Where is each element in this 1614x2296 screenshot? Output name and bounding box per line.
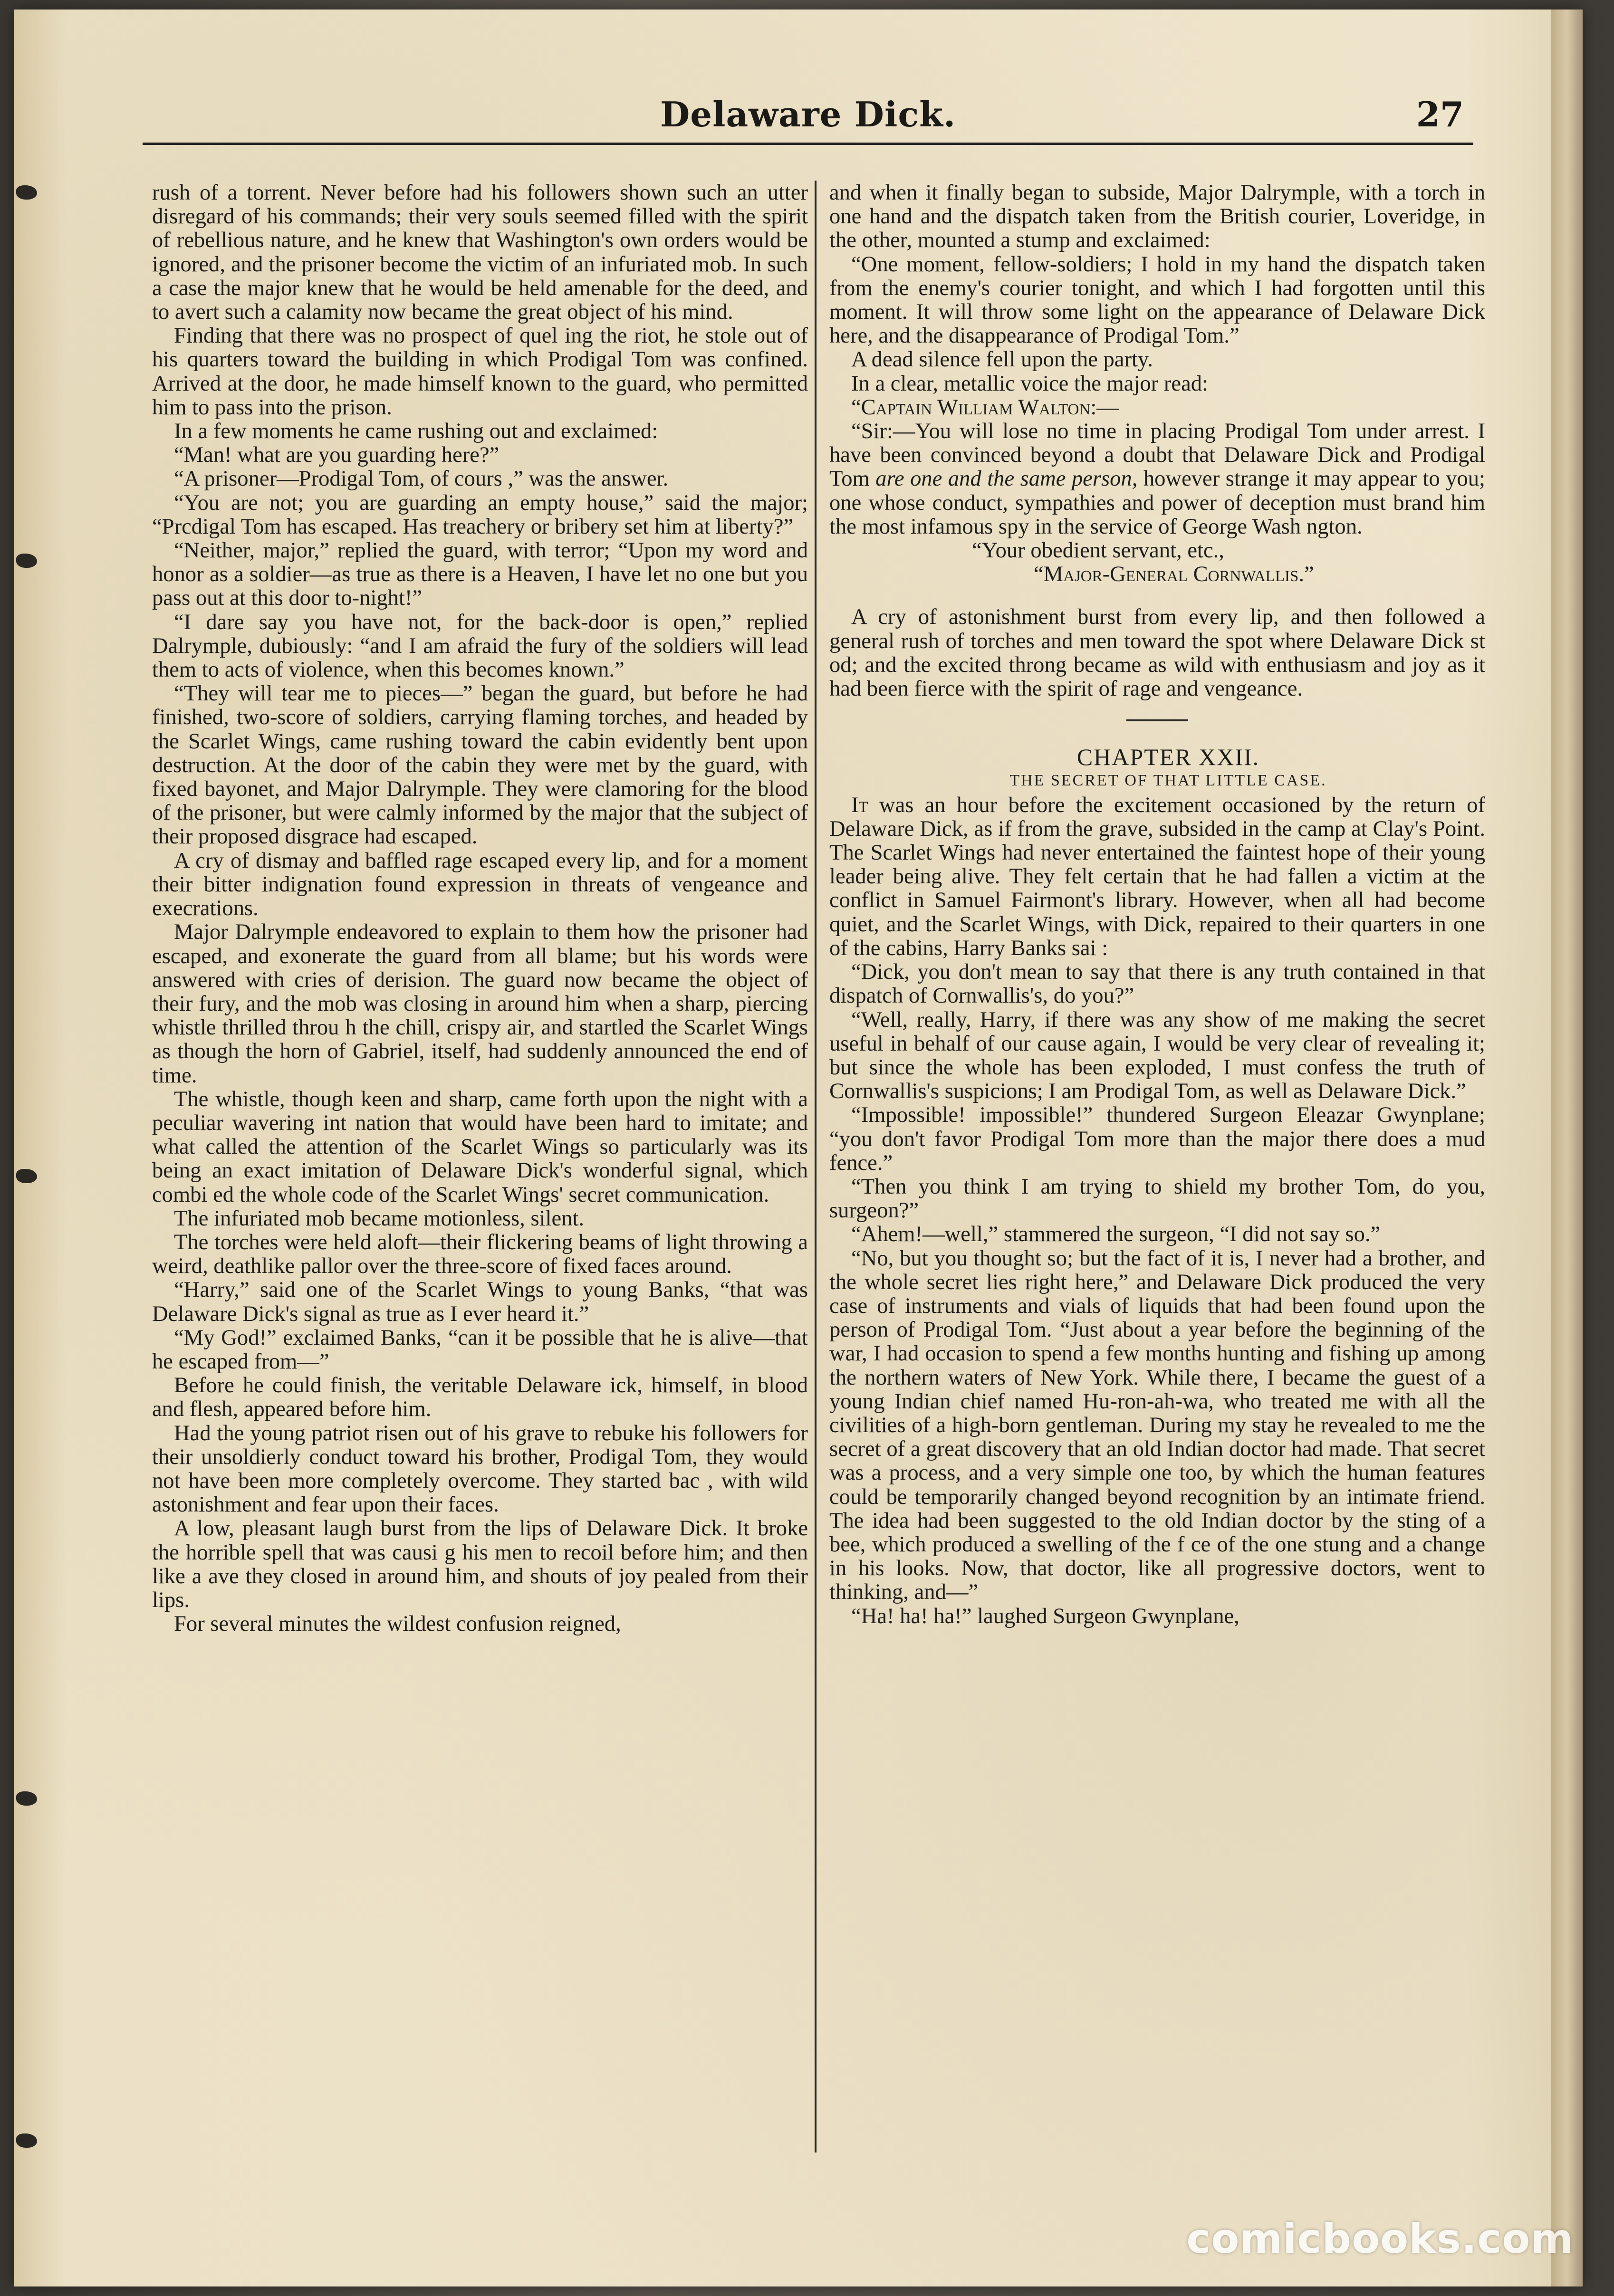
- paragraph: “Neither, major,” replied the guard, with terror; “Upon my word and honor as a soldier—as true as there is a Heaven, I have let no one but you pass out at this door to-night!”: [152, 538, 808, 611]
- paragraph: “You are not; you are guarding an empty house,” said the major; “Prcdigal Tom has escaped. Has treachery or bribery set him at liberty?”: [152, 490, 808, 539]
- paragraph: “No, but you thought so; but the fact of it is, I never had a brother, and the whole secret lies right here,” and Delaware Dick produced the very case of instruments and vials of liquids that had been found upon the person of Prodigal Tom. “Just about a year before the beginning of the war, I had occasion to spend a few months hunting and fishing up among the northern waters of New York. While there, I became the guest of a young Indian chief named Hu-ron-ah-wa, who treated me with all the civilities of a high-born gentleman. During my stay he revealed to me the secret of a great discovery that an old Indian doctor had made. That secret was a process, and a very simple one too, by which the human features could be temporarily changed beyond recognition by an intimate friend. The idea had been suggested to the old Indian doctor by the sting of a bee, which produced a swelling of the f ce of the one stung and a change in his looks. Now, that doctor, like all progressive doctors, went to thinking, and—”: [829, 1245, 1485, 1605]
- spacer: [829, 586, 1485, 605]
- paragraph: Before he could finish, the veritable Delaware ick, himself, in blood and flesh, appeared before him.: [152, 1373, 808, 1422]
- paragraph: “Man! what are you guarding here?”: [174, 442, 500, 468]
- site-watermark: comicbooks.com: [1186, 2215, 1574, 2263]
- page-edge-strip: [1551, 10, 1583, 2286]
- letter-body-start: “Sir:—You will lose no time in placing Prodigal Tom under arrest. I have been convinced beyond a doubt that Delaware Dick and Prodigal Tom: [829, 419, 1485, 491]
- chapter-opening-paragraph: [829, 793, 1485, 960]
- paragraph: “One moment, fellow-soldiers; I hold in my hand the dispatch taken from the enemy's courier tonight, and which I had forgotten until this moment. It will throw some light on the appearance of Delaware Dick here, and the disappearance of Prodigal Tom.”: [829, 251, 1485, 348]
- letter-body-end: however strange it may appear to you; one whose conduct, sympathies and power of deception must brand him the most infamous spy in the service of George Wash ngton.: [829, 466, 1485, 539]
- paragraph: “I dare say you have not, for the back-door is open,” replied Dalrymple, dubiously: “and I am afraid the fury of the soldiers will lead them to acts of violence, when this becomes known.”: [152, 609, 808, 682]
- paragraph: “Ha! ha! ha!” laughed Surgeon Gwynplane,: [851, 1603, 1239, 1628]
- paragraph: The whistle, though keen and sharp, came forth upon the night with a peculiar wavering int nation that would have been hard to imitate; and what called the attention of the Scarlet Wings so particularly was its being an exact imitation of Delaware Dick's wonderful signal, which combi ed the whole code of the Scarlet Wings' secret communication.: [152, 1086, 808, 1207]
- chapter-title: CHAPTER XXII.: [1076, 744, 1260, 771]
- paragraph: “A prisoner—Prodigal Tom, of cours ,” was the answer.: [174, 466, 669, 491]
- paragraph: “Ahem!—well,” stammered the surgeon, “I did not say so.”: [851, 1222, 1381, 1247]
- paragraph: The torches were held aloft—their flickering beams of light throwing a weird, deathlike pallor over the three-score of fixed faces around.: [152, 1229, 808, 1279]
- paragraph: rush of a torrent. Never before had his followers shown such an utter disregard of his commands; their very souls seemed filled with the spirit of rebellious nature, and he knew that Washington's own orders would be ignored, and the prisoner become the victim of an infuriated mob. In such a case the major knew that he would be held amenable for the deed, and to avert such a calamity now became the great object of his mind.: [152, 181, 808, 325]
- column-divider: [815, 181, 817, 2152]
- binding-hole: [16, 1791, 37, 1806]
- chapter-lead-rest: was an hour before the excitement occasioned by the return of Delaware Dick, as if from the grave, subsided in the camp at Clay's Point. The Scarlet Wings had never entertained the faintest hope of their young leader being alive. They felt certain that he had fallen a victim at the conflict in Samuel Fairmont's library. However, when all had become quiet, and the Scarlet Wings, with Dick, repaired to their quarters in one of the cabins, Harry Banks sai :: [829, 792, 1485, 960]
- paragraph: “Well, really, Harry, if there was any show of me making the secret useful in behalf of our cause again, I would be very clear of revealing it; but since the whole has been exploded, I must confess the truth of Cornwallis's suspicions; I am Prodigal Tom, as well as Delaware Dick.”: [829, 1007, 1485, 1104]
- paragraph: “Then you think I am trying to shield my brother Tom, do you, surgeon?”: [829, 1174, 1485, 1223]
- paragraph: “Impossible! impossible!” thundered Surgeon Eleazar Gwynplane; “you don't favor Prodigal Tom more than the major there does a mud fence.”: [829, 1102, 1485, 1175]
- letter-body-italic: are one and the same person,: [875, 466, 1138, 491]
- paragraph: In a few moments he came rushing out and exclaimed:: [174, 419, 658, 444]
- letter-salutation: “Captain William Walton:—: [851, 394, 1119, 420]
- binding-hole: [16, 185, 37, 200]
- paragraph: The infuriated mob became motionless, silent.: [174, 1205, 585, 1231]
- binding-hole: [16, 554, 37, 568]
- paragraph: “My God!” exclaimed Banks, “can it be possible that he is alive—that he escaped from—”: [152, 1325, 808, 1374]
- binding-hole: [16, 1169, 37, 1183]
- chapter-lead-word: It: [851, 792, 868, 817]
- book-page: [14, 10, 1583, 2286]
- left-column: [152, 181, 808, 2167]
- paragraph: “Harry,” said one of the Scarlet Wings to young Banks, “that was Delaware Dick's signal as true as I ever heard it.”: [152, 1277, 808, 1326]
- running-head: [143, 81, 1473, 145]
- paragraph: A cry of astonishment burst from every lip, and then followed a general rush of torches and men toward the spot where Delaware Dick st od; and the excited throng became as wild with enthusiasm and joy as it had been fierce with the spirit of rage and vengeance.: [829, 604, 1485, 701]
- paragraph: A low, pleasant laugh burst from the lips of Delaware Dick. It broke the horrible spell that was causi g his men to recoil before him; and then like a ave they closed in around him, and shouts of joy pealed from their lips.: [152, 1516, 808, 1612]
- paragraph: Had the young patriot risen out of his grave to rebuke his followers for their unsoldierly conduct toward his brother, Prodigal Tom, they would not have been more completely overcome. They started bac , with wild astonishment and fear upon their faces.: [152, 1420, 808, 1517]
- paragraph: “They will tear me to pieces—” began the guard, but before he had finished, two-score of soldiers, carrying flaming torches, and headed by the Scarlet Wings, came rushing toward the cabin evidently bent upon destruction. At the door of the cabin they were met by the guard, with fixed bayonet, and Major Dalrymple. They were clamoring for the blood of the prisoner, but were calmly informed by the major that the subject of their proposed disgrace had escaped.: [152, 681, 808, 849]
- paragraph: A cry of dismay and baffled rage escaped every lip, and for a moment their bitter indignation found expression in threats of vengeance and execrations.: [152, 848, 808, 921]
- chapter-separator-rule: [1126, 719, 1188, 721]
- paragraph: Major Dalrymple endeavored to explain to them how the prisoner had escaped, and exonerate the guard from all blame; but his words were answered with cries of derision. The guard now became the object of their fury, and the mob was closing in around him when a sharp, piercing whistle thrilled throu h the chill, crispy air, and startled the Scarlet Wings as though the horn of Gabriel, itself, had suddenly announced the end of time.: [152, 919, 808, 1088]
- letter-closing: “Your obedient servant, etc.,: [972, 538, 1224, 563]
- paragraph: and when it finally began to subside, Major Dalrymple, with a torch in one hand and the dispatch taken from the British courier, Loveridge, in the other, mounted a stump and exclaimed:: [829, 181, 1485, 253]
- paragraph: “Dick, you don't mean to say that there is any truth contained in that dispatch of Cornwallis's, do you?”: [829, 959, 1485, 1008]
- chapter-subtitle: THE SECRET OF THAT LITTLE CASE.: [1009, 772, 1327, 790]
- running-title: Delaware Dick.: [660, 94, 956, 134]
- right-column: [829, 181, 1485, 2167]
- page-number: 27: [1416, 94, 1464, 134]
- binding-hole: [16, 2133, 37, 2148]
- letter-signature: “Major-General Cornwallis.”: [1034, 562, 1314, 587]
- paragraph: Finding that there was no prospect of quel ing the riot, he stole out of his quarters toward the building in which Prodigal Tom was confined. Arrived at the door, he made himself known to the guard, who permitted him to pass into the prison.: [152, 323, 808, 420]
- paragraph: In a clear, metallic voice the major read:: [851, 371, 1209, 396]
- paragraph: A dead silence fell upon the party.: [851, 347, 1153, 372]
- paragraph: For several minutes the wildest confusion reigned,: [174, 1611, 621, 1636]
- letter-body: [829, 419, 1485, 538]
